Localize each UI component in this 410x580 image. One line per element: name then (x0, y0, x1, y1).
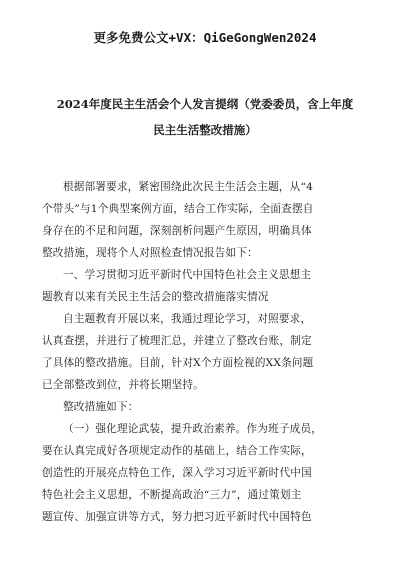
body-line: 已全部整改到位，并将长期坚持。 (42, 379, 204, 391)
document-body (42, 176, 388, 528)
measures-heading: 整改措施如下： (63, 401, 139, 413)
body-line: 特色社会主义思想，不断提高政治“三力”，通过策划主 (42, 489, 302, 501)
body-line: 自主题教育开展以来，我通过理论学习，对照要求， (63, 313, 312, 325)
body-line: 身存在的不足和问题，深刻剖析问题产生原因，明确具体 (42, 225, 312, 237)
body-line: 题宣传、加强宣讲等方式，努力把习近平新时代中国特色 (42, 511, 312, 523)
body-line: 要在认真完成好各项规定动作的基础上，结合工作实际， (42, 445, 312, 457)
body-line: 认真查摆，并进行了梳理汇总，并建立了整改台账，制定 (42, 335, 312, 347)
body-line: 整改措施，现将个人对照检查情况报告如下： (42, 247, 258, 259)
section-heading-cont: 题教育以来有关民主生活会的整改措施落实情况 (42, 291, 269, 303)
body-line: 了具体的整改措施。目前，针对X个方面检视的XX条问题 (42, 357, 314, 369)
body-line: 根据部署要求，紧密围绕此次民主生活会主题，从“4 (63, 181, 314, 193)
section-heading: 一、学习贯彻习近平新时代中国特色社会主义思想主 (63, 269, 312, 281)
header-note: 更多免费公文+VX：QiGeGongWen2024 (93, 30, 317, 45)
body-line: （一）强化理论武装，提升政治素养。作为班子成员， (63, 423, 323, 435)
body-line: 个带头”与1个典型案例方面，结合工作实际，全面查摆自 (42, 203, 314, 215)
body-line: 创造性的开展亮点特色工作，深入学习习近平新时代中国 (42, 467, 312, 479)
document-title-line-2: 民主生活整改措施） (153, 123, 257, 137)
document-title-line-1: 2024年度民主生活会个人发言提纲（党委委员，含上年度 (56, 97, 354, 111)
